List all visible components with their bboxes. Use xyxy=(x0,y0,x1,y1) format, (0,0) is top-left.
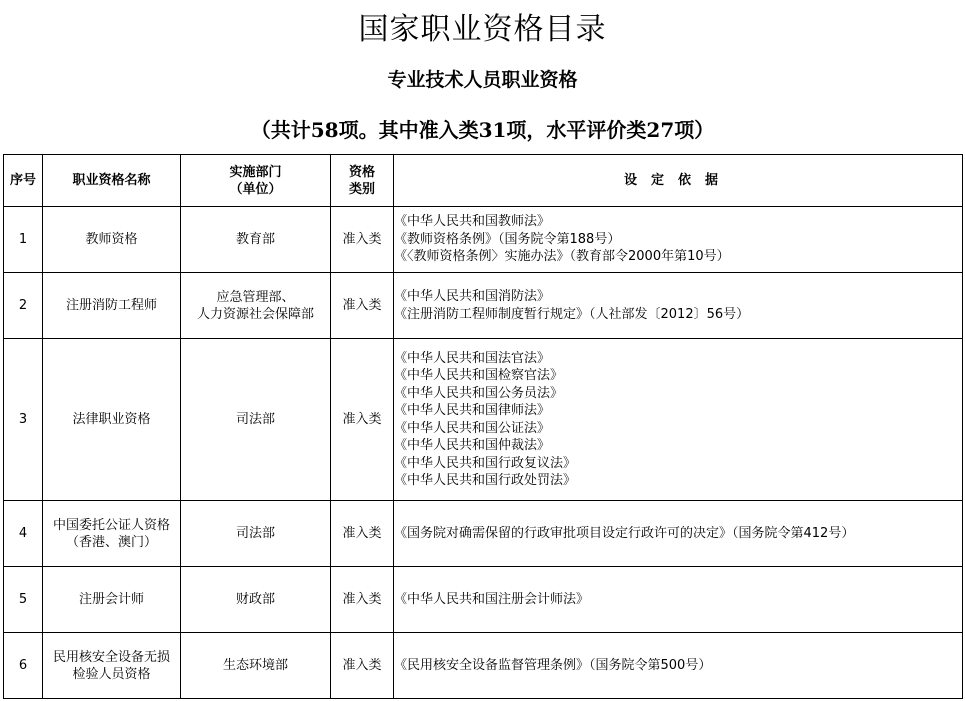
qualification-table xyxy=(3,154,963,699)
header-dept xyxy=(181,155,331,207)
header-seq: 序号 xyxy=(4,155,43,207)
cell-name-line: （香港、澳门） xyxy=(65,534,157,550)
basis-line: 《中华人民共和国教师法》 xyxy=(394,214,551,230)
header-dept-line2: （单位） xyxy=(229,181,282,197)
cell-type: 准入类 xyxy=(331,633,394,699)
cell-basis xyxy=(394,567,963,633)
header-type-line1: 资格 xyxy=(348,164,375,180)
cell-seq: 6 xyxy=(4,633,43,699)
table-body xyxy=(4,207,963,699)
cell-name-line: 检验人员资格 xyxy=(72,666,151,682)
cell-dept-line: 生态环境部 xyxy=(222,658,288,673)
cell-basis xyxy=(394,339,963,501)
header-name: 职业资格名称 xyxy=(43,155,181,207)
cell-name-line: 法律职业资格 xyxy=(72,412,151,427)
basis-line: 《中华人民共和国行政处罚法》 xyxy=(394,473,577,488)
cell-type: 准入类 xyxy=(331,339,394,501)
cell-type: 准入类 xyxy=(331,273,394,339)
cell-name-line: 教师资格 xyxy=(85,232,138,247)
cell-name xyxy=(43,207,181,273)
table-row xyxy=(4,339,963,501)
basis-line: 《注册消防工程师制度暂行规定》（人社部发〔2012〕56号） xyxy=(394,306,750,322)
basis-line: 《中华人民共和国消防法》 xyxy=(394,289,551,304)
table-row xyxy=(4,207,963,273)
cell-seq: 3 xyxy=(4,339,43,501)
table-row xyxy=(4,273,963,339)
table-header-row xyxy=(4,155,963,207)
cell-dept xyxy=(181,567,331,633)
cell-dept xyxy=(181,633,331,699)
cell-name xyxy=(43,633,181,699)
page-subtitle: 专业技术人员职业资格 xyxy=(387,69,578,91)
cell-basis xyxy=(394,633,963,699)
basis-line: 《中华人民共和国检察官法》 xyxy=(394,368,564,383)
basis-line: 《中华人民共和国注册会计师法》 xyxy=(394,591,590,607)
cell-type: 准入类 xyxy=(331,207,394,273)
table-row xyxy=(4,567,963,633)
summary-line: （共计58项。其中准入类31项，水平评价类27项） xyxy=(250,118,715,142)
basis-line: 《民用核安全设备监督管理条例》（国务院令第500号） xyxy=(394,657,712,673)
cell-dept-line: 司法部 xyxy=(235,412,275,427)
cell-name xyxy=(43,501,181,567)
cell-seq: 2 xyxy=(4,273,43,339)
cell-name-line: 注册消防工程师 xyxy=(65,298,157,313)
cell-name xyxy=(43,273,181,339)
cell-name xyxy=(43,567,181,633)
cell-dept xyxy=(181,339,331,501)
cell-name-line: 注册会计师 xyxy=(78,592,144,607)
cell-dept-line: 司法部 xyxy=(235,526,275,541)
basis-line: 《中华人民共和国公证法》 xyxy=(394,420,551,436)
basis-line: 《中华人民共和国仲裁法》 xyxy=(394,438,551,453)
cell-type: 准入类 xyxy=(331,567,394,633)
cell-name-line: 民用核安全设备无损 xyxy=(52,649,170,665)
cell-dept xyxy=(181,501,331,567)
cell-dept-line: 财政部 xyxy=(235,592,275,607)
cell-name-line: 中国委托公证人资格 xyxy=(52,517,170,533)
basis-line: 《中华人民共和国公务员法》 xyxy=(394,385,564,401)
cell-seq: 1 xyxy=(4,207,43,273)
cell-type: 准入类 xyxy=(331,501,394,567)
header-dept-line1: 实施部门 xyxy=(229,164,282,180)
table-row xyxy=(4,501,963,567)
cell-dept-line: 人力资源社会保障部 xyxy=(196,306,314,322)
basis-line: 《国务院对确需保留的行政审批项目设定行政许可的决定》（国务院令第412号） xyxy=(394,525,855,541)
cell-seq: 5 xyxy=(4,567,43,633)
header-type-line2: 类别 xyxy=(348,181,375,197)
cell-dept xyxy=(181,207,331,273)
cell-seq: 4 xyxy=(4,501,43,567)
cell-dept-line: 应急管理部、 xyxy=(216,289,295,305)
basis-line: 《中华人民共和国行政复议法》 xyxy=(394,455,577,471)
basis-line: 《〈教师资格条例〉实施办法》（教育部令2000年第10号） xyxy=(394,249,730,265)
header-basis: 设定依据 xyxy=(394,155,963,207)
basis-line: 《中华人民共和国律师法》 xyxy=(394,403,551,418)
basis-line: 《教师资格条例》（国务院令第188号） xyxy=(394,231,621,247)
table-row xyxy=(4,633,963,699)
cell-basis xyxy=(394,207,963,273)
cell-basis xyxy=(394,501,963,567)
cell-name xyxy=(43,339,181,501)
header-type xyxy=(331,155,394,207)
page-title: 国家职业资格目录 xyxy=(358,12,607,47)
basis-line: 《中华人民共和国法官法》 xyxy=(394,350,551,366)
cell-dept xyxy=(181,273,331,339)
cell-dept-line: 教育部 xyxy=(235,232,275,247)
cell-basis xyxy=(394,273,963,339)
